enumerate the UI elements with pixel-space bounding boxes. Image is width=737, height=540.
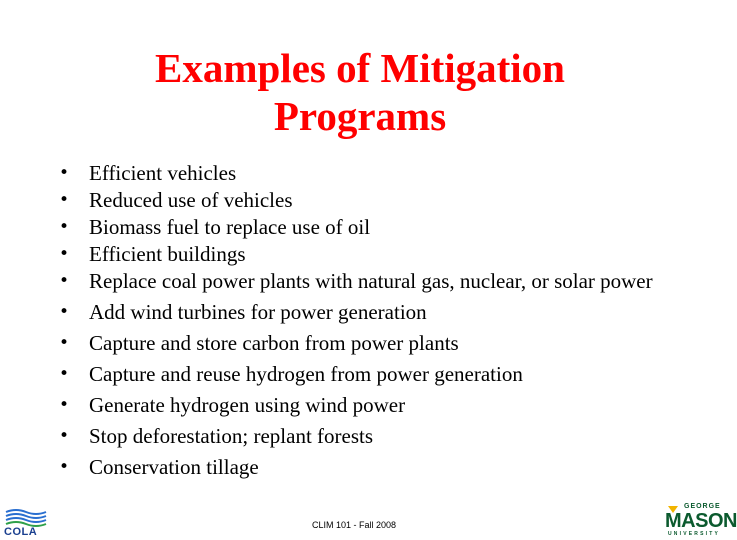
gmu-logo-university: UNIVERSITY bbox=[668, 531, 721, 537]
bullet-item: • Stop deforestation; replant forests bbox=[70, 423, 670, 449]
bullet-item: • Biomass fuel to replace use of oil bbox=[70, 214, 670, 240]
bullet-item: • Generate hydrogen using wind power bbox=[70, 392, 670, 418]
bullet-item: • Conservation tillage bbox=[70, 454, 670, 480]
bullet-item: • Reduced use of vehicles bbox=[70, 187, 670, 213]
bullet-item: • Add wind turbines for power generation bbox=[70, 299, 670, 325]
gmu-logo-george: GEORGE bbox=[684, 503, 721, 510]
bullet-list bbox=[70, 160, 670, 485]
cola-logo-text: COLA bbox=[4, 526, 38, 538]
slide-title bbox=[0, 44, 720, 140]
bullet-item: • Capture and reuse hydrogen from power generation bbox=[70, 361, 670, 387]
slide-footer: CLIM 101 - Fall 2008 bbox=[312, 520, 397, 530]
bullet-item: • Capture and store carbon from power plants bbox=[70, 330, 670, 356]
gmu-logo-mason: MASON bbox=[665, 510, 737, 532]
bullet-item: • Efficient buildings bbox=[70, 241, 670, 267]
bullet-item: • Efficient vehicles bbox=[70, 160, 670, 186]
slide-title-line-1: Examples of Mitigation bbox=[155, 45, 565, 91]
bullet-item: • Replace coal power plants with natural gas, nuclear, or solar power bbox=[70, 268, 670, 294]
slide-title-line-2: Programs bbox=[273, 93, 447, 139]
